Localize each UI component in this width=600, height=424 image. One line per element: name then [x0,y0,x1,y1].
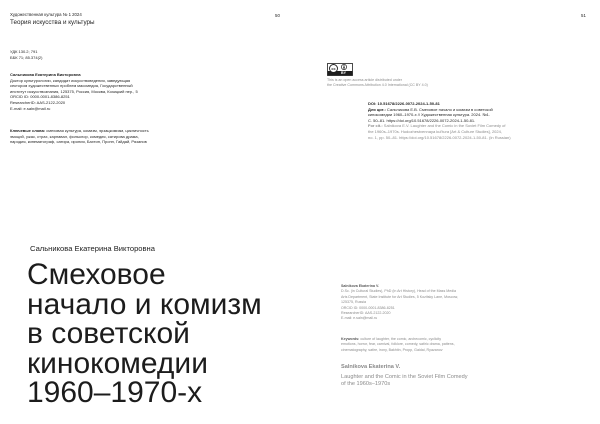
keywords-label-en: Keywords: [341,337,360,341]
section-title: Теория искусства и культуры [10,19,95,26]
author-name-en: Salnikova Ekaterina V. [341,284,380,288]
cite-en-line: Salnikova E.V. Laughter and the Comic in the Soviet Film Comedy of [382,123,506,129]
udk-line: УДК 130.2; 791 [10,49,38,54]
keywords-line-en: culture of laughter, the comic, archecomic, cyclicity [359,337,442,341]
title-line: Смеховое [27,258,166,291]
keywords-line: пародия, кинематограф, сатира, ирония, Бахтин, Пропп, Гайдай, Рязанов [10,139,147,145]
author-orcid: ORCID ID: 0000-0001-8386-8251 [10,94,70,100]
article-author: Сальникова Екатерина Викторовна [30,244,155,253]
cite-en-label: For cit.: [368,123,383,129]
cite-en-line: the 1960s–1970s. Hudozhestvennaya kul'tura [Art & Culture Studies], 2024, [368,128,502,134]
keywords-line: смеховая культура, комизм, эрзацкомизм, цикличность [45,128,149,133]
svg-text:cc: cc [331,67,336,71]
author-info-en [341,284,541,322]
cite-en-line: no. 1, pp. 50–81. https://doi.org/10.51678/2226-0072-2024-1-50-81. (In Russian) [368,134,511,140]
author-researcher-id-en: ResearcherID: AAS-2122-2020 [341,311,391,316]
author-detail-line: Доктор культурологии, кандидат искусствоведения, заведующая [10,77,131,83]
english-title [341,374,468,389]
keywords-en [341,337,541,353]
author-email-en: E-mail: e.saln@mail.ru [341,316,378,321]
bbk-line: ББК 71; 85.374(2) [10,54,43,60]
license-text [327,78,477,89]
keywords-line: эмоций, ужас, страх, карнавал, фольклор, комедия, сатирова драма, [10,133,139,139]
author-detail-line-en: 125375, Russia [341,300,366,305]
title-line: кинокомедии [27,346,208,380]
keywords-line-en: cinematography, satire, irony, Bakhtin, Propp, Gaidai, Ryazanov [341,347,443,352]
author-detail-line-en: D.Sc. (in Cultural Studies), PhD (in Art History), Head of the Mass Media [341,289,457,294]
cite-ru-line: С. 50–81. https://doi.org/10.51678/2226-0072-2024-1-50-81. [368,117,476,123]
author-name-ru: Сальникова Екатерина Викторовна [10,72,81,77]
author-detail-line: институт искусствознания, 125375, Россия, Москва, Козицкий пер., 5 [10,88,138,94]
cite-ru-label: Для цит.: [368,106,386,112]
title-line: начало и комизм [27,287,262,321]
author-detail-line: сектором художественных проблем массмедиа, Государственный [10,83,133,89]
page-number-right: 51 [581,13,586,18]
article-title [27,260,287,408]
author-detail-line-en: Arts Department, State Institute for Art Studies, 5 Kozitsky Lane, Moscow, [341,294,459,299]
page-number-left: 50 [275,13,280,18]
title-line: 1960–1970-х [27,376,203,409]
title-line: в советской [27,317,190,350]
english-title-line: Laughter and the Comic in the Soviet Film Comedy [341,374,468,380]
keywords-line-en: emotions, horror, fear, carnival, folklore, comedy, satiric drama, pattens, [341,342,455,347]
doi-link[interactable]: DOI: 10.51678/2226-0072-2024-1-50-81 [368,101,440,106]
citation-block [368,101,543,140]
keywords-label-ru: Ключевые слова: [10,128,46,133]
cc-by-label: BY [341,70,346,75]
keywords-ru [10,128,210,145]
english-author: Salnikova Ekaterina V. [341,364,401,370]
udk-block [10,49,90,60]
cite-ru-line: Сальникова Е.В. Смеховое начало и комизм в советской [385,106,493,112]
author-email: E-mail: e.saln@mail.ru [10,105,51,111]
cc-by-license-icon [327,63,353,76]
cite-ru-line: кинокомедии 1960–1970-х // Художественная культура. 2024. №1. [368,112,491,118]
license-line: the Creative Commons Attribution 4.0 International (CC BY 4.0) [327,83,428,88]
license-line: This is an open access article distributed under [327,78,402,82]
author-researcher-id: ResearcherID: AAS-2122-2020 [10,99,66,105]
author-orcid-en: ORCID ID: 0000-0001-8386-8251 [341,305,395,310]
english-title-line: of the 1960s–1970s [341,381,391,388]
author-info-ru [10,72,205,111]
running-title: Художественная культура № 1 2024 [10,12,82,17]
